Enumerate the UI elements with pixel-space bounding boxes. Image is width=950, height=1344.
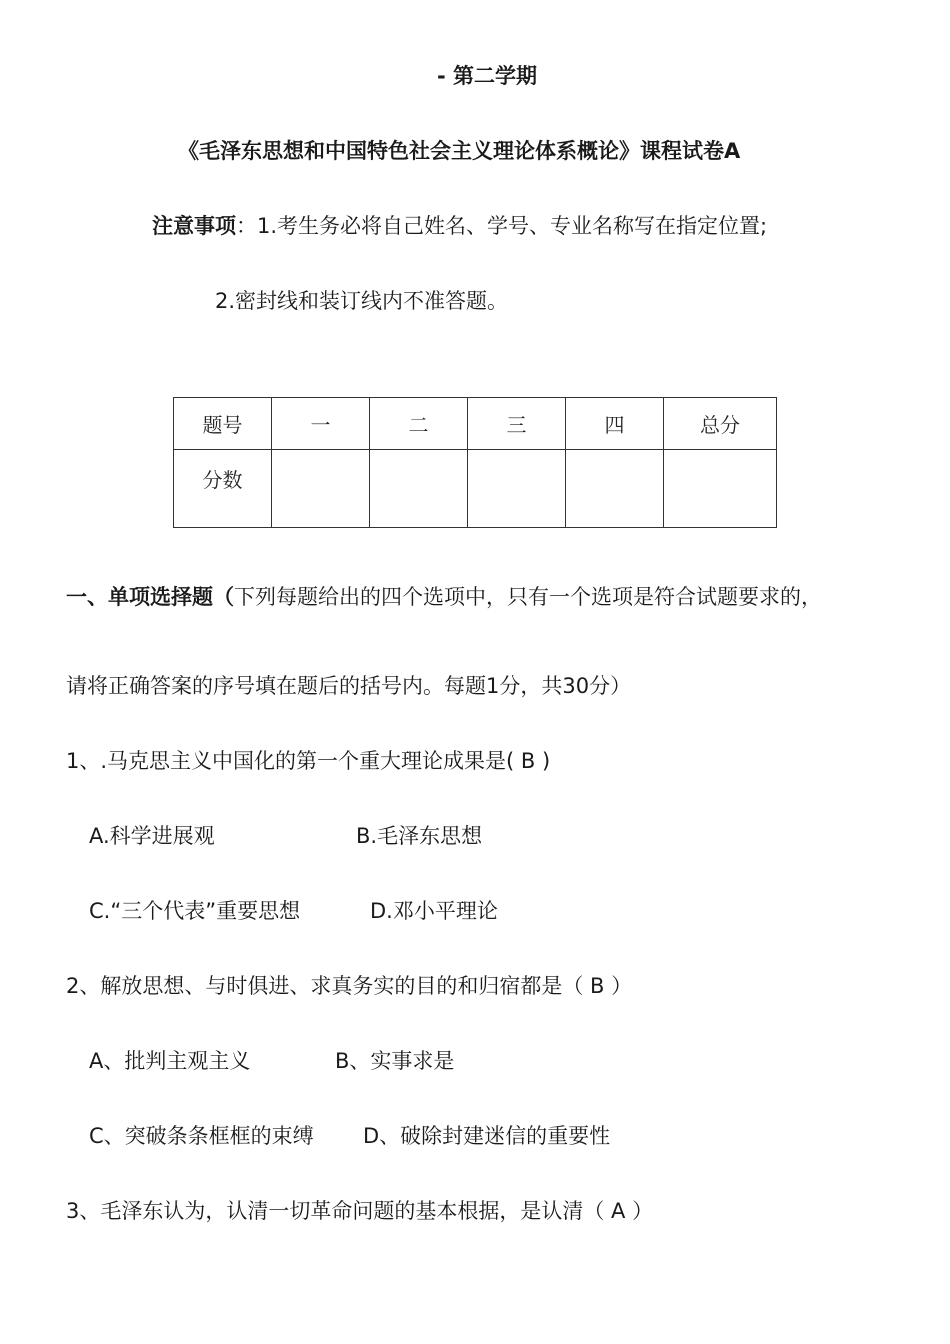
score-header-cell: 题号 bbox=[174, 398, 272, 450]
notice-label: 注意事项 bbox=[152, 214, 236, 238]
question-2-options-cd bbox=[89, 1122, 611, 1150]
option-c: C.“三个代表”重要思想 bbox=[89, 899, 301, 923]
section-1-heading: 一、单项选择题（ bbox=[66, 585, 234, 609]
score-row-label: 分数 bbox=[174, 450, 272, 528]
score-header-cell: 四 bbox=[566, 398, 664, 450]
question-1: 1、.马克思主义中国化的第一个重大理论成果是( B ) bbox=[66, 749, 551, 773]
question-3: 3、毛泽东认为，认清一切革命问题的基本根据，是认清（ A ） bbox=[66, 1199, 654, 1223]
option-b: B、实事求是 bbox=[335, 1049, 455, 1073]
question-1-options-ab bbox=[89, 822, 483, 850]
exam-title: 《毛泽东思想和中国特色社会主义理论体系概论》课程试卷A bbox=[178, 139, 741, 163]
option-d: D、破除封建迷信的重要性 bbox=[363, 1124, 611, 1148]
score-table-header-row bbox=[174, 398, 777, 450]
semester-heading: - 第二学期 bbox=[437, 64, 538, 88]
score-header-cell: 总分 bbox=[664, 398, 777, 450]
option-a: A、批判主观主义 bbox=[89, 1049, 251, 1073]
score-header-cell: 二 bbox=[370, 398, 468, 450]
option-d: D.邓小平理论 bbox=[370, 899, 498, 923]
score-cell bbox=[664, 450, 777, 528]
question-2-options-ab bbox=[89, 1047, 455, 1075]
score-table-score-row bbox=[174, 450, 777, 528]
score-cell bbox=[272, 450, 370, 528]
notice-item-2: 2.密封线和装订线内不准答题。 bbox=[215, 289, 509, 313]
option-a: A.科学进展观 bbox=[89, 824, 215, 848]
option-b: B.毛泽东思想 bbox=[356, 824, 483, 848]
score-cell bbox=[566, 450, 664, 528]
score-header-cell: 三 bbox=[468, 398, 566, 450]
section-1-instruction-1: 下列每题给出的四个选项中，只有一个选项是符合试题要求的， bbox=[234, 585, 822, 609]
section-1-heading-line bbox=[66, 583, 822, 611]
notice-line-1 bbox=[152, 212, 767, 240]
section-1-instruction-2: 请将正确答案的序号填在题后的括号内。每题1分，共30分） bbox=[66, 674, 632, 698]
score-table bbox=[173, 397, 777, 528]
score-header-cell: 一 bbox=[272, 398, 370, 450]
notice-item-1: ：1.考生务必将自己姓名、学号、专业名称写在指定位置; bbox=[236, 214, 768, 238]
score-cell bbox=[468, 450, 566, 528]
question-2: 2、解放思想、与时俱进、求真务实的目的和归宿都是（ B ） bbox=[66, 974, 633, 998]
question-1-options-cd bbox=[89, 897, 498, 925]
option-c: C、突破条条框框的束缚 bbox=[89, 1124, 314, 1148]
score-cell bbox=[370, 450, 468, 528]
